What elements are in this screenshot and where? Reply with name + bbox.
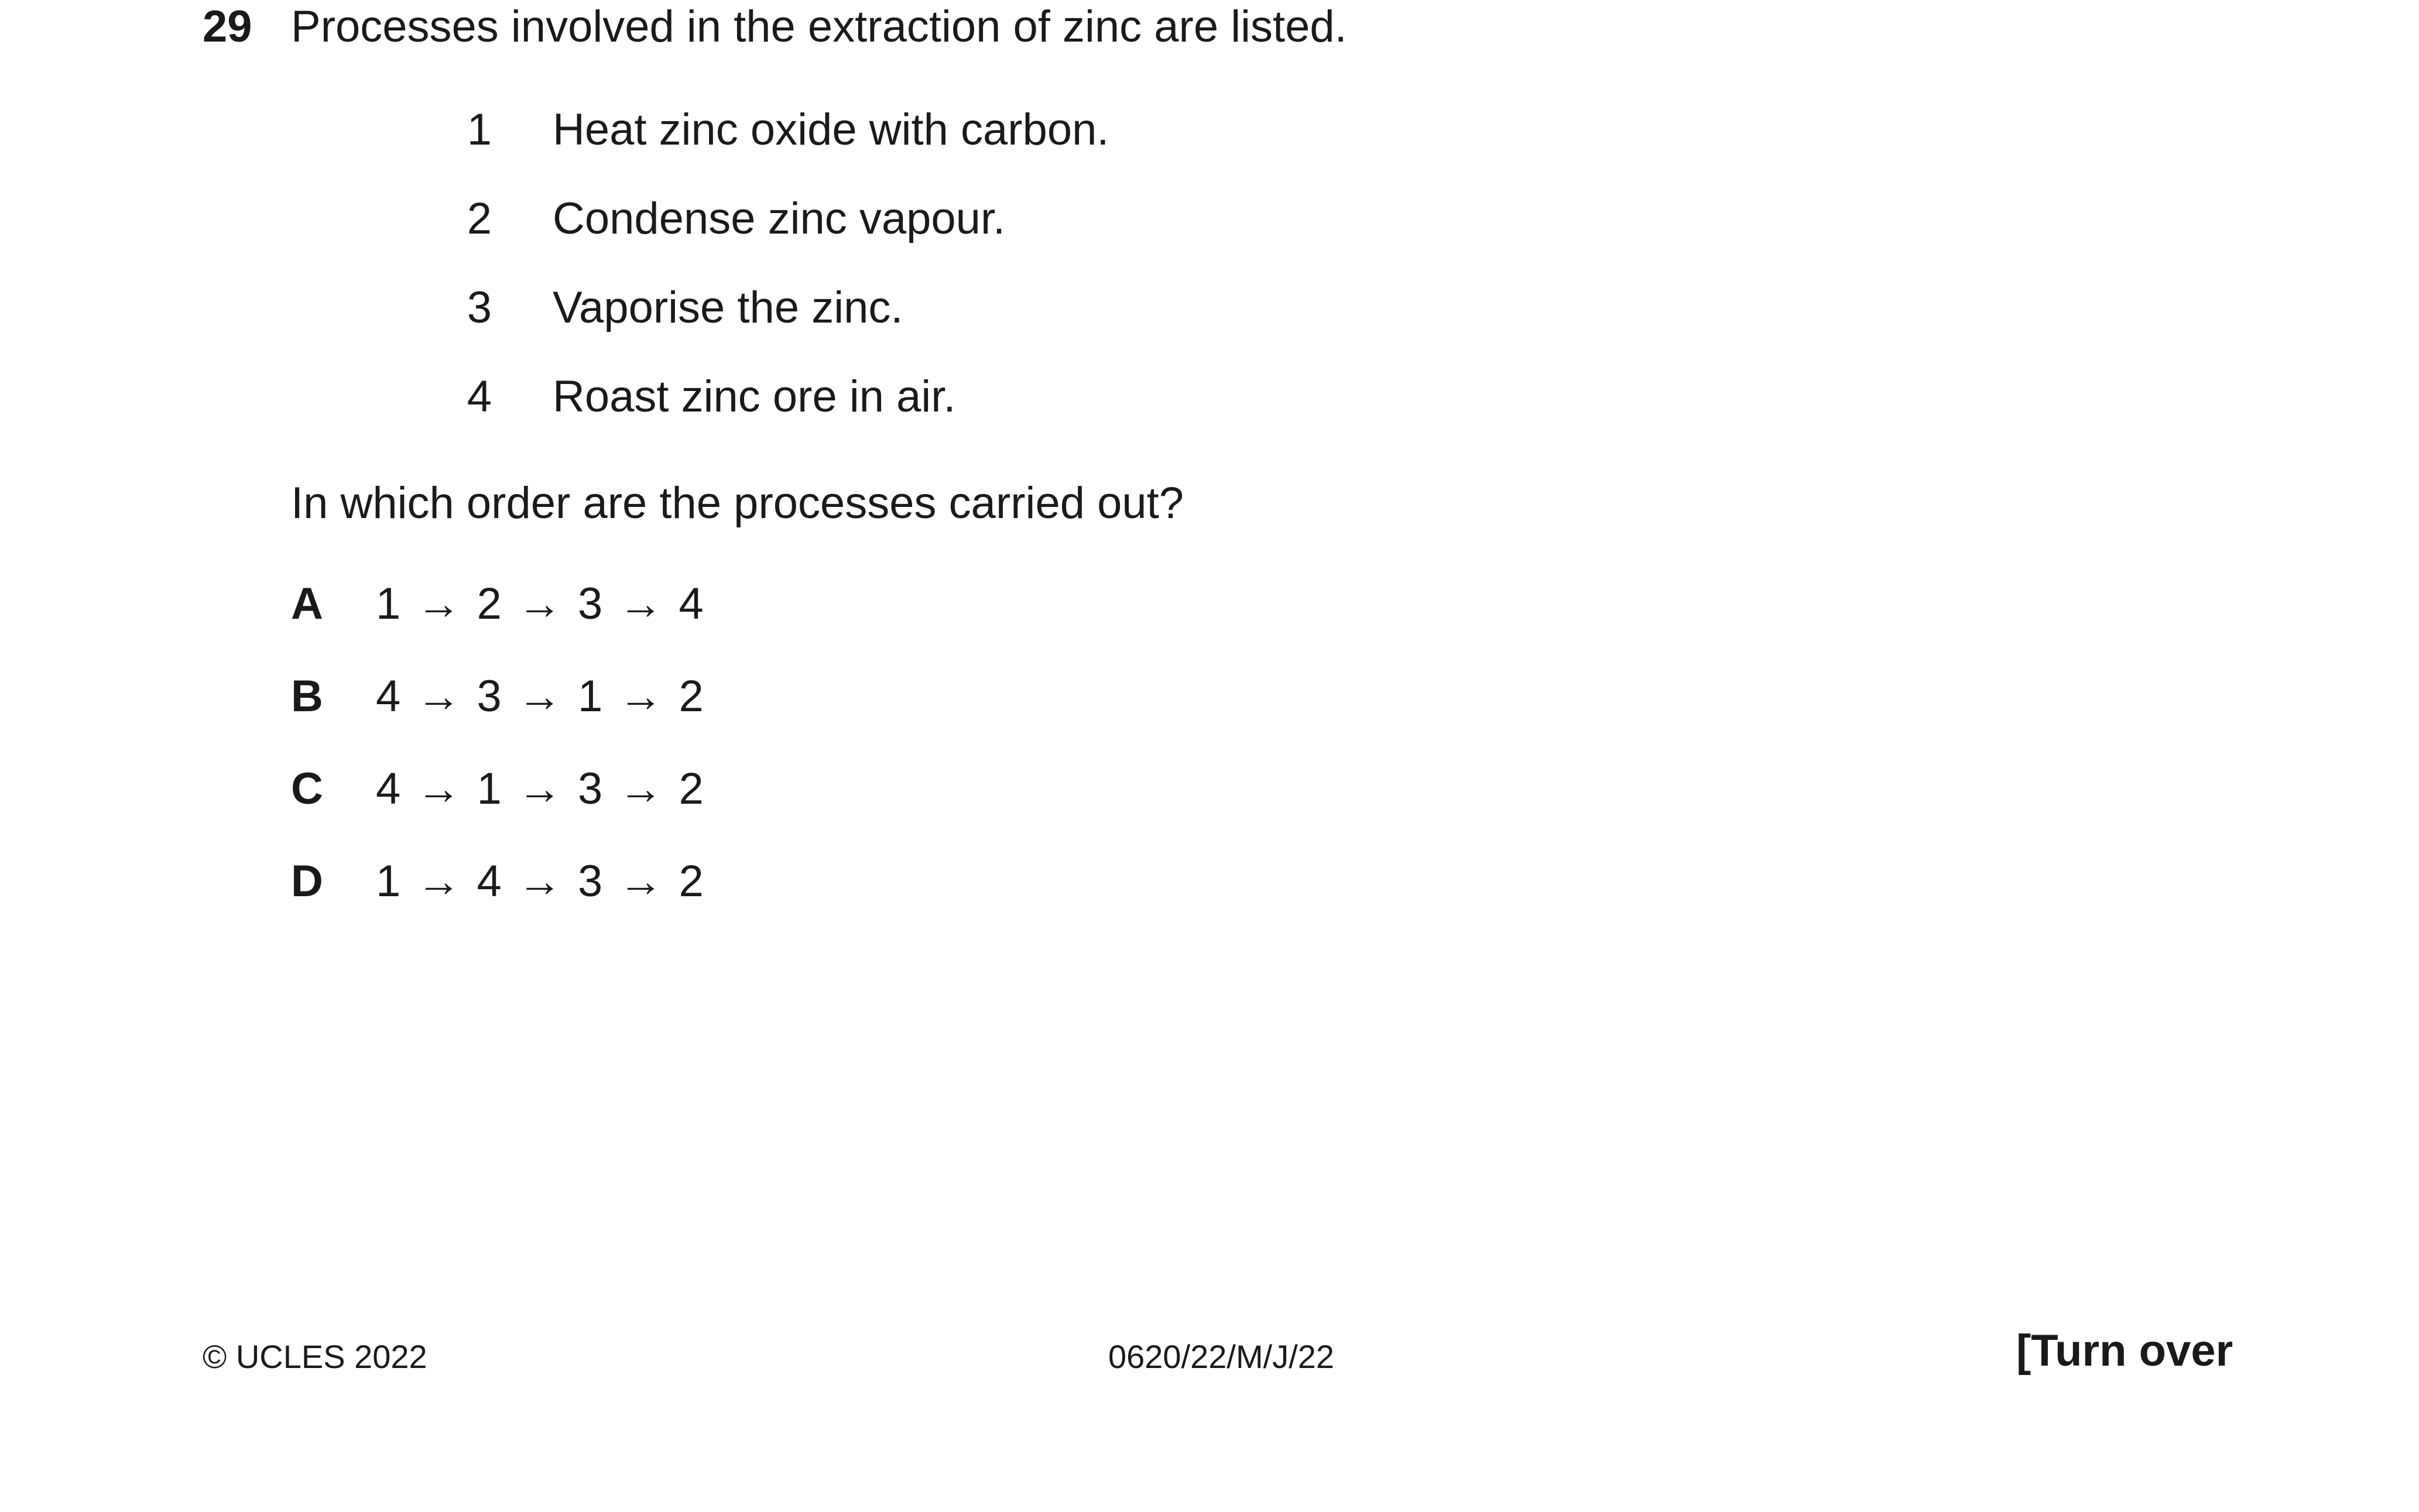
process-number: 3 <box>467 283 492 332</box>
process-number: 4 <box>467 372 492 421</box>
option-sequence: 4 → 3 → 1 → 2 <box>376 671 704 721</box>
process-number: 2 <box>467 194 492 244</box>
option-sequence: 1 → 2 → 3 → 4 <box>376 579 704 629</box>
copyright-notice: © UCLES 2022 <box>203 1338 427 1375</box>
turn-over-label: [Turn over <box>2016 1326 2233 1376</box>
process-text: Heat zinc oxide with carbon. <box>553 105 1109 155</box>
option-letter: B <box>291 671 323 721</box>
process-text: Condense zinc vapour. <box>553 194 1006 244</box>
question-prompt: In which order are the processes carried out? <box>291 478 1184 528</box>
option-letter: A <box>291 579 323 629</box>
option-letter: C <box>291 764 323 814</box>
process-text: Vaporise the zinc. <box>553 283 903 332</box>
paper-code: 0620/22/M/J/22 <box>1108 1338 1335 1375</box>
question-number: 29 <box>203 2 252 52</box>
process-text: Roast zinc ore in air. <box>553 372 956 421</box>
option-sequence: 1 → 4 → 3 → 2 <box>376 856 704 906</box>
question-stem: Processes involved in the extraction of zinc are listed. <box>291 2 1347 52</box>
process-number: 1 <box>467 105 492 155</box>
option-letter: D <box>291 856 323 906</box>
option-sequence: 4 → 1 → 3 → 2 <box>376 764 704 814</box>
